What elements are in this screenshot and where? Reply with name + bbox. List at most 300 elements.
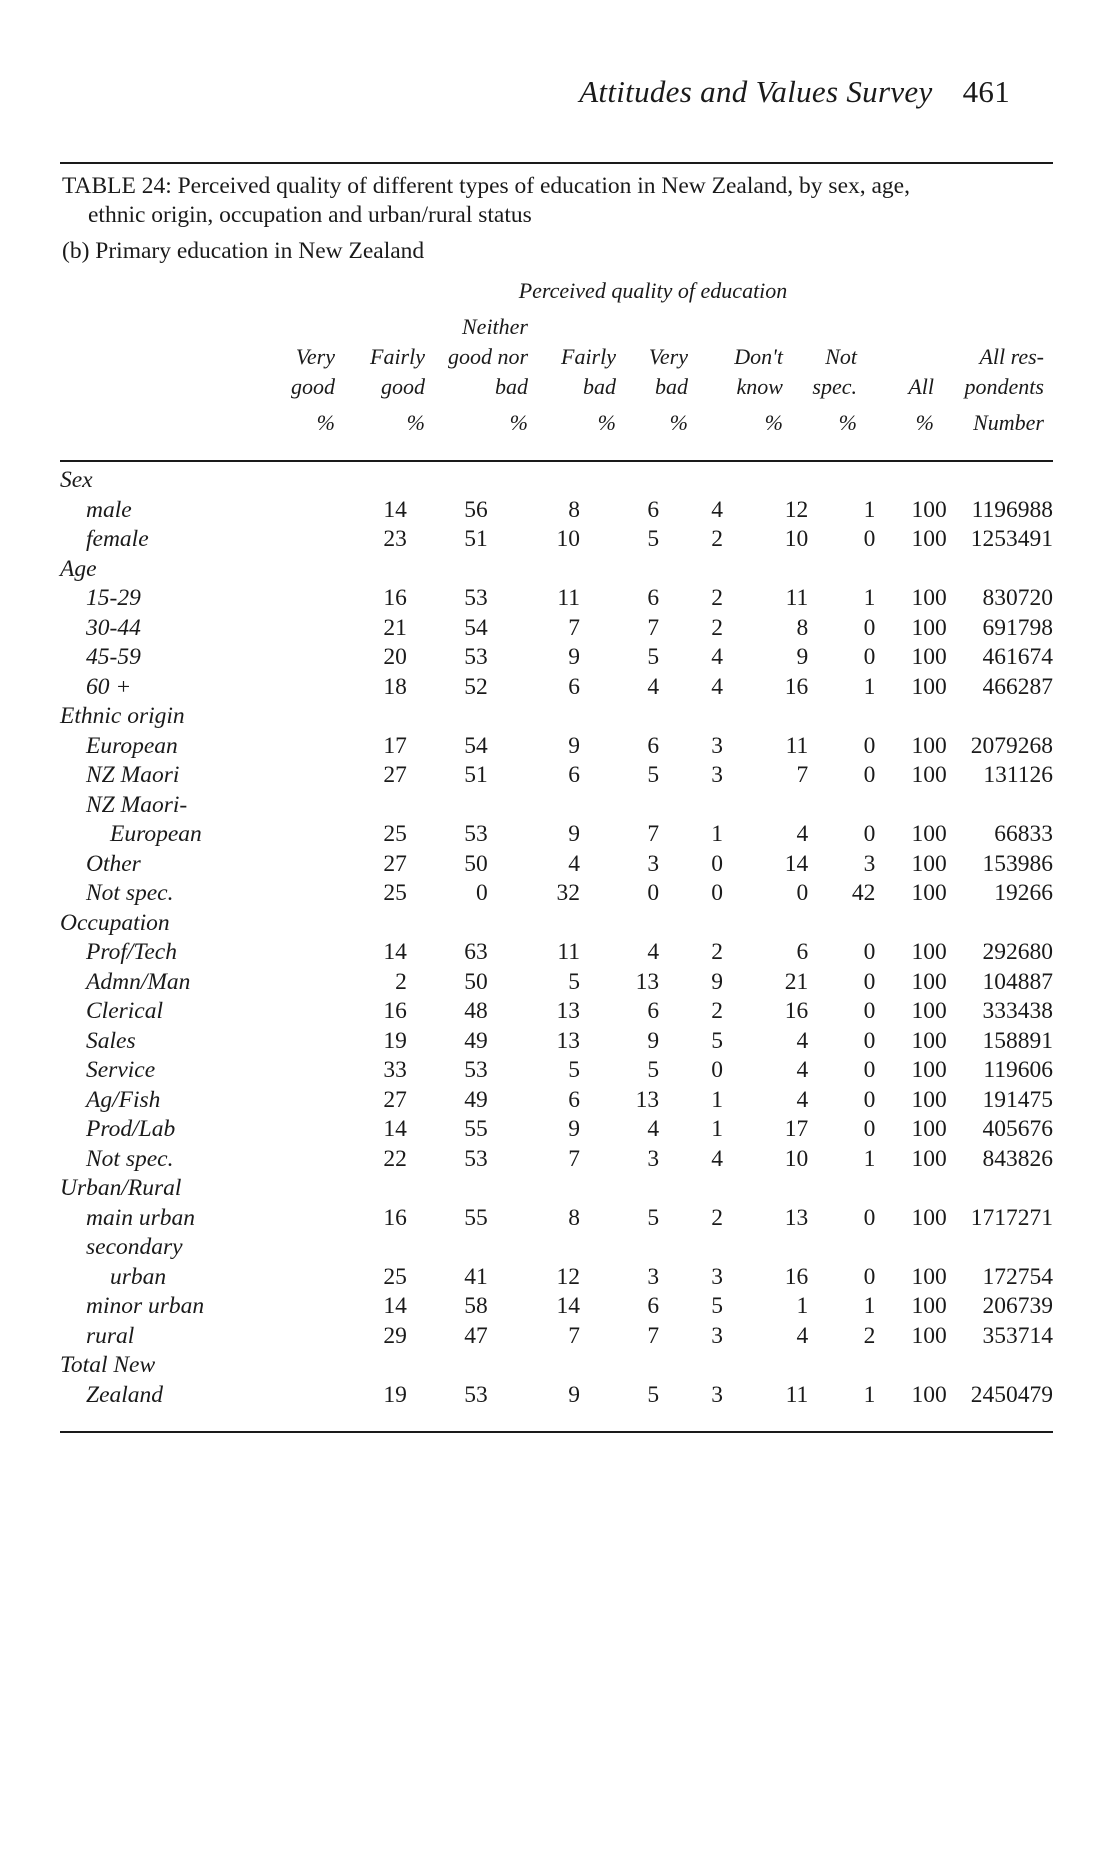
table-cell <box>947 555 1053 585</box>
table-row <box>60 496 1053 526</box>
table-cell: 0 <box>863 1263 876 1290</box>
table-cell <box>407 791 488 821</box>
table-cell: 5 <box>647 1381 660 1408</box>
table-cell <box>808 1174 875 1204</box>
table-cell: 3 <box>863 850 876 877</box>
table-cell: 3 <box>711 762 723 788</box>
table-row <box>60 584 1053 614</box>
table-cell: 5 <box>647 762 660 788</box>
table-cell: 41 <box>464 1263 488 1290</box>
table-cell: 100 <box>911 998 947 1024</box>
table-cell: 6 <box>647 998 660 1024</box>
table-cell: 14 <box>556 1293 580 1319</box>
column-unit: % <box>509 410 528 435</box>
table-cell: 4 <box>711 496 723 523</box>
table-cell: 13 <box>556 1027 580 1054</box>
table-cell: 4 <box>796 1057 809 1083</box>
table-cell: 0 <box>796 880 809 906</box>
table-cell: 4 <box>796 1027 809 1054</box>
table-cell: 100 <box>911 968 947 995</box>
table-cell <box>875 1351 946 1381</box>
table-cell: 53 <box>464 644 488 670</box>
table-cell <box>723 466 808 496</box>
table-cell: 2 <box>711 998 723 1024</box>
table-cell: 9 <box>711 968 723 995</box>
table-cell <box>309 1233 407 1263</box>
table-cell: 0 <box>863 1086 876 1113</box>
row-label: rural <box>86 1322 135 1349</box>
table-cell: 843826 <box>982 1145 1053 1172</box>
column-header <box>561 342 616 402</box>
table-cell: 0 <box>863 614 876 641</box>
table-cell <box>723 555 808 585</box>
table-cell: 9 <box>568 644 580 670</box>
table-cell: 1 <box>863 1293 876 1319</box>
table-cell: 16 <box>383 1204 407 1231</box>
table-cell: 9 <box>568 821 580 847</box>
table-cell: 191475 <box>982 1086 1053 1113</box>
table-cell <box>808 702 875 732</box>
table-cell: 9 <box>796 644 809 670</box>
table-cell: 2 <box>711 1204 723 1231</box>
row-label: Ag/Fish <box>86 1086 161 1113</box>
table-row <box>60 1174 1053 1204</box>
table-cell: 0 <box>863 762 876 788</box>
table-cell: 14 <box>383 1293 407 1319</box>
table-row <box>60 614 1053 644</box>
table-cell: 6 <box>647 732 660 759</box>
table-cell: 3 <box>711 1263 723 1290</box>
table-cell: 4 <box>796 1322 809 1349</box>
table-cell: 1 <box>863 1381 876 1408</box>
table-cell: 49 <box>464 1086 488 1113</box>
table-cell: 0 <box>863 939 876 965</box>
table-body <box>60 466 1053 1410</box>
table-cell: 29 <box>383 1322 407 1349</box>
table-cell: 6 <box>568 762 580 788</box>
table-cell: 11 <box>785 1381 809 1408</box>
table-cell <box>407 702 488 732</box>
row-label: Prod/Lab <box>86 1116 176 1142</box>
table-cell: 2 <box>395 968 407 995</box>
table-cell: 158891 <box>982 1027 1053 1054</box>
column-header-line: Fairly <box>561 344 616 369</box>
column-header-line: spec. <box>812 374 857 399</box>
column-header-line: pondents <box>964 374 1044 399</box>
column-header-line: All res- <box>979 344 1044 369</box>
table-cell: 32 <box>556 880 580 906</box>
table-cell <box>580 555 659 585</box>
table-cell: 1717271 <box>970 1204 1053 1231</box>
table-cell: 100 <box>911 526 947 552</box>
column-header-line: know <box>736 374 783 399</box>
table-cell: 7 <box>568 1322 580 1349</box>
table-cell: 53 <box>464 821 488 847</box>
column-header <box>649 342 688 402</box>
row-label: NZ Maori <box>86 762 180 788</box>
caption-line-2: ethnic origin, occupation and urban/rural status <box>88 202 532 228</box>
table-cell: 5 <box>568 968 580 995</box>
table-cell <box>488 555 580 585</box>
table-cell <box>723 1233 808 1263</box>
table-cell: 206739 <box>982 1293 1053 1319</box>
table-cell: 5 <box>647 1057 660 1083</box>
table-cell: 0 <box>476 880 488 906</box>
column-header-line: bad <box>495 374 528 399</box>
table-cell <box>488 466 580 496</box>
column-header-line: good <box>291 374 335 399</box>
table-cell: 7 <box>796 762 809 788</box>
table-cell: 12 <box>556 1263 580 1290</box>
table-cell <box>723 791 808 821</box>
row-label: 45-59 <box>86 644 141 670</box>
table-cell: 20 <box>383 644 407 670</box>
table-cell: 33 <box>383 1057 407 1083</box>
table-cell <box>808 466 875 496</box>
row-label: Sales <box>86 1027 136 1054</box>
header-rule <box>60 460 1053 462</box>
table-cell: 5 <box>647 644 660 670</box>
table-row <box>60 1204 1053 1234</box>
column-header <box>965 342 1044 402</box>
table-row <box>60 1351 1053 1381</box>
column-header <box>812 342 857 402</box>
table-cell: 53 <box>464 1381 488 1408</box>
table-cell: 7 <box>647 821 660 847</box>
table-cell: 0 <box>863 998 876 1024</box>
table-cell: 100 <box>911 762 947 788</box>
table-cell: 3 <box>711 1322 723 1349</box>
table-cell: 691798 <box>982 614 1053 641</box>
table-cell: 4 <box>647 1116 660 1142</box>
table-cell <box>580 466 659 496</box>
table-cell: 12 <box>784 496 809 523</box>
top-rule <box>60 162 1053 164</box>
table-cell <box>947 1233 1053 1263</box>
table-cell: 2079268 <box>970 732 1053 759</box>
table-cell: 4 <box>647 673 660 700</box>
table-cell <box>580 1233 659 1263</box>
table-cell: 100 <box>911 1381 947 1408</box>
table-row <box>60 702 1053 732</box>
row-label: 30-44 <box>86 614 141 641</box>
table-cell: 2 <box>711 614 723 641</box>
table-cell: 51 <box>464 526 488 552</box>
caption-line-1: TABLE 24: Perceived quality of different types of education in New Zealand, by sex, age, <box>62 173 910 199</box>
column-unit: % <box>316 410 335 435</box>
table-cell: 50 <box>464 968 488 995</box>
table-cell: 53 <box>464 1145 488 1172</box>
table-cell <box>407 1174 488 1204</box>
row-label: urban <box>110 1263 167 1290</box>
table-cell: 0 <box>863 1116 876 1142</box>
column-header-line: good <box>381 374 425 399</box>
column-header <box>291 342 335 402</box>
row-label: European <box>110 821 202 847</box>
table-cell: 2 <box>711 526 723 552</box>
table-row <box>60 820 1053 850</box>
column-header <box>734 342 783 402</box>
table-cell <box>875 791 946 821</box>
table-cell: 466287 <box>982 673 1053 700</box>
table-caption <box>62 172 1052 230</box>
column-header-line: Very <box>648 344 688 369</box>
table-cell: 1 <box>863 1145 876 1172</box>
row-label: NZ Maori- <box>86 791 188 818</box>
table-cell: 16 <box>784 673 809 700</box>
table-cell <box>309 555 407 585</box>
column-header-line: good nor <box>447 344 528 369</box>
table-row <box>60 1233 1053 1263</box>
row-label: female <box>86 526 149 552</box>
table-cell: 19 <box>383 1027 407 1054</box>
table-cell <box>875 1174 946 1204</box>
column-unit: Number <box>973 410 1044 435</box>
table-cell <box>875 555 946 585</box>
table-cell: 104887 <box>982 968 1053 995</box>
table-row <box>60 1381 1053 1411</box>
column-unit: % <box>597 410 616 435</box>
table-cell: 56 <box>464 496 488 523</box>
table-cell: 16 <box>784 1263 809 1290</box>
table-cell: 461674 <box>982 644 1053 670</box>
data-table <box>60 466 1053 1410</box>
table-cell <box>309 466 407 496</box>
table-cell: 100 <box>911 585 947 611</box>
table-cell <box>808 1351 875 1381</box>
table-cell: 5 <box>647 526 660 552</box>
row-label: male <box>86 496 132 523</box>
table-cell: 5 <box>711 1027 723 1054</box>
row-label: European <box>86 732 178 759</box>
table-cell <box>488 1351 580 1381</box>
table-cell <box>580 1351 659 1381</box>
table-cell <box>875 466 946 496</box>
table-cell: 100 <box>911 939 947 965</box>
table-cell <box>659 791 723 821</box>
table-cell: 54 <box>464 732 488 759</box>
table-cell <box>947 466 1053 496</box>
table-cell: 100 <box>911 1145 947 1172</box>
table-row <box>60 909 1053 939</box>
table-cell: 131126 <box>983 762 1053 788</box>
table-row <box>60 791 1053 821</box>
table-cell <box>659 466 723 496</box>
table-cell <box>488 909 580 939</box>
table-cell: 5 <box>647 1204 660 1231</box>
table-row <box>60 968 1053 998</box>
table-cell: 17 <box>784 1116 809 1142</box>
table-cell: 0 <box>863 968 876 995</box>
column-header-line: Fairly <box>370 344 425 369</box>
table-cell: 4 <box>711 1145 723 1172</box>
table-cell: 0 <box>711 850 723 877</box>
table-cell: 19 <box>383 1381 407 1408</box>
table-cell <box>407 466 488 496</box>
row-label: 15-29 <box>86 585 141 611</box>
table-cell: 119606 <box>983 1057 1053 1083</box>
table-row <box>60 525 1053 555</box>
row-label: minor urban <box>86 1293 205 1319</box>
table-cell: 55 <box>464 1204 488 1231</box>
table-cell: 14 <box>383 939 407 965</box>
row-group-label: Occupation <box>60 909 170 936</box>
table-cell <box>309 909 407 939</box>
table-cell: 49 <box>464 1027 488 1054</box>
table-cell <box>580 909 659 939</box>
table-cell <box>580 1174 659 1204</box>
table-row <box>60 938 1053 968</box>
table-cell <box>309 1174 407 1204</box>
table-cell: 16 <box>383 998 407 1024</box>
row-label: Clerical <box>86 998 164 1024</box>
table-row <box>60 1263 1053 1293</box>
table-cell <box>808 909 875 939</box>
table-cell: 6 <box>796 939 809 965</box>
table-cell <box>407 1351 488 1381</box>
table-cell: 100 <box>911 880 947 906</box>
table-cell: 2450479 <box>970 1381 1053 1408</box>
table-cell: 25 <box>383 880 407 906</box>
table-cell: 1 <box>711 1086 723 1113</box>
table-cell: 100 <box>911 732 947 759</box>
table-cell: 2 <box>863 1322 876 1349</box>
table-cell <box>580 702 659 732</box>
row-group-label: Ethnic origin <box>60 703 185 729</box>
table-cell: 100 <box>911 1086 947 1113</box>
table-cell: 47 <box>464 1322 488 1349</box>
row-label: Prof/Tech <box>86 939 177 965</box>
table-cell <box>488 791 580 821</box>
column-header-line: All <box>908 374 934 399</box>
table-cell: 10 <box>556 526 580 552</box>
column-header <box>908 372 934 402</box>
table-row <box>60 1056 1053 1086</box>
table-row <box>60 1145 1053 1175</box>
table-cell: 11 <box>557 585 580 611</box>
table-cell: 8 <box>796 614 809 641</box>
table-row <box>60 1115 1053 1145</box>
table-cell: 2 <box>711 585 723 611</box>
column-header-line: bad <box>655 374 688 399</box>
table-cell: 172754 <box>982 1263 1053 1290</box>
table-cell: 3 <box>711 1381 723 1408</box>
table-cell <box>659 1174 723 1204</box>
row-label: Zealand <box>86 1381 164 1408</box>
table-cell <box>947 909 1053 939</box>
column-header-line: Neither <box>462 314 528 339</box>
table-cell: 16 <box>383 585 407 611</box>
table-cell: 8 <box>568 496 580 523</box>
table-cell: 6 <box>647 496 660 523</box>
table-cell: 4 <box>711 673 723 700</box>
table-cell: 830720 <box>982 585 1053 611</box>
table-subtitle: (b) Primary education in New Zealand <box>62 238 425 264</box>
table-cell: 50 <box>464 850 488 877</box>
table-cell: 22 <box>383 1145 407 1172</box>
table-cell <box>808 1233 875 1263</box>
table-cell: 100 <box>911 1057 947 1083</box>
page-number: 461 <box>962 74 1010 109</box>
table-cell: 1196988 <box>971 496 1053 523</box>
table-cell <box>723 1351 808 1381</box>
table-cell <box>875 1233 946 1263</box>
table-row <box>60 673 1053 703</box>
table-cell: 58 <box>464 1293 488 1319</box>
table-cell: 25 <box>383 1263 407 1290</box>
column-unit: % <box>915 410 934 435</box>
table-cell: 100 <box>911 1293 947 1319</box>
table-cell: 17 <box>383 732 407 759</box>
table-cell <box>309 791 407 821</box>
table-cell: 3 <box>647 850 660 877</box>
table-cell <box>659 1351 723 1381</box>
table-cell <box>407 909 488 939</box>
row-group-label: Sex <box>60 467 93 493</box>
bottom-rule <box>60 1431 1053 1433</box>
row-label: Not spec. <box>86 880 174 906</box>
table-cell: 11 <box>785 585 809 611</box>
table-row <box>60 732 1053 762</box>
table-cell <box>659 1233 723 1263</box>
table-row <box>60 1086 1053 1116</box>
table-cell: 100 <box>911 673 947 700</box>
table-cell: 5 <box>568 1057 580 1083</box>
row-label: Other <box>86 850 141 877</box>
table-cell: 0 <box>711 1057 723 1083</box>
table-cell: 4 <box>568 850 580 877</box>
table-cell <box>947 1351 1053 1381</box>
table-cell <box>723 1174 808 1204</box>
table-cell <box>488 702 580 732</box>
table-cell: 27 <box>383 850 407 877</box>
table-cell <box>723 909 808 939</box>
table-cell: 100 <box>911 1116 947 1142</box>
row-label: Service <box>86 1057 156 1083</box>
table-cell: 11 <box>557 939 580 965</box>
column-unit: % <box>669 410 688 435</box>
table-cell <box>723 702 808 732</box>
table-cell: 52 <box>464 673 488 700</box>
table-cell: 100 <box>911 1263 947 1290</box>
table-cell: 1 <box>863 585 876 611</box>
table-cell: 100 <box>911 850 947 877</box>
table-cell: 405676 <box>982 1116 1053 1142</box>
table-cell: 100 <box>911 644 947 670</box>
table-cell: 100 <box>911 1204 947 1231</box>
table-cell: 3 <box>711 732 723 759</box>
table-cell: 100 <box>911 1322 947 1349</box>
table-row <box>60 643 1053 673</box>
table-cell: 0 <box>863 644 876 670</box>
table-cell: 7 <box>647 614 660 641</box>
row-group-label: Urban/Rural <box>60 1175 182 1201</box>
row-label: Not spec. <box>86 1145 174 1172</box>
table-cell: 48 <box>464 998 488 1024</box>
row-group-label: Age <box>60 555 97 582</box>
table-cell <box>875 909 946 939</box>
running-head-title: Attitudes and Values Survey <box>579 74 933 109</box>
table-cell: 3 <box>647 1145 660 1172</box>
table-cell: 0 <box>863 821 876 847</box>
table-cell <box>947 791 1053 821</box>
table-cell <box>659 702 723 732</box>
table-cell: 11 <box>785 732 809 759</box>
table-row <box>60 466 1053 496</box>
table-row <box>60 1292 1053 1322</box>
column-unit: % <box>406 410 425 435</box>
table-cell: 10 <box>784 1145 809 1172</box>
